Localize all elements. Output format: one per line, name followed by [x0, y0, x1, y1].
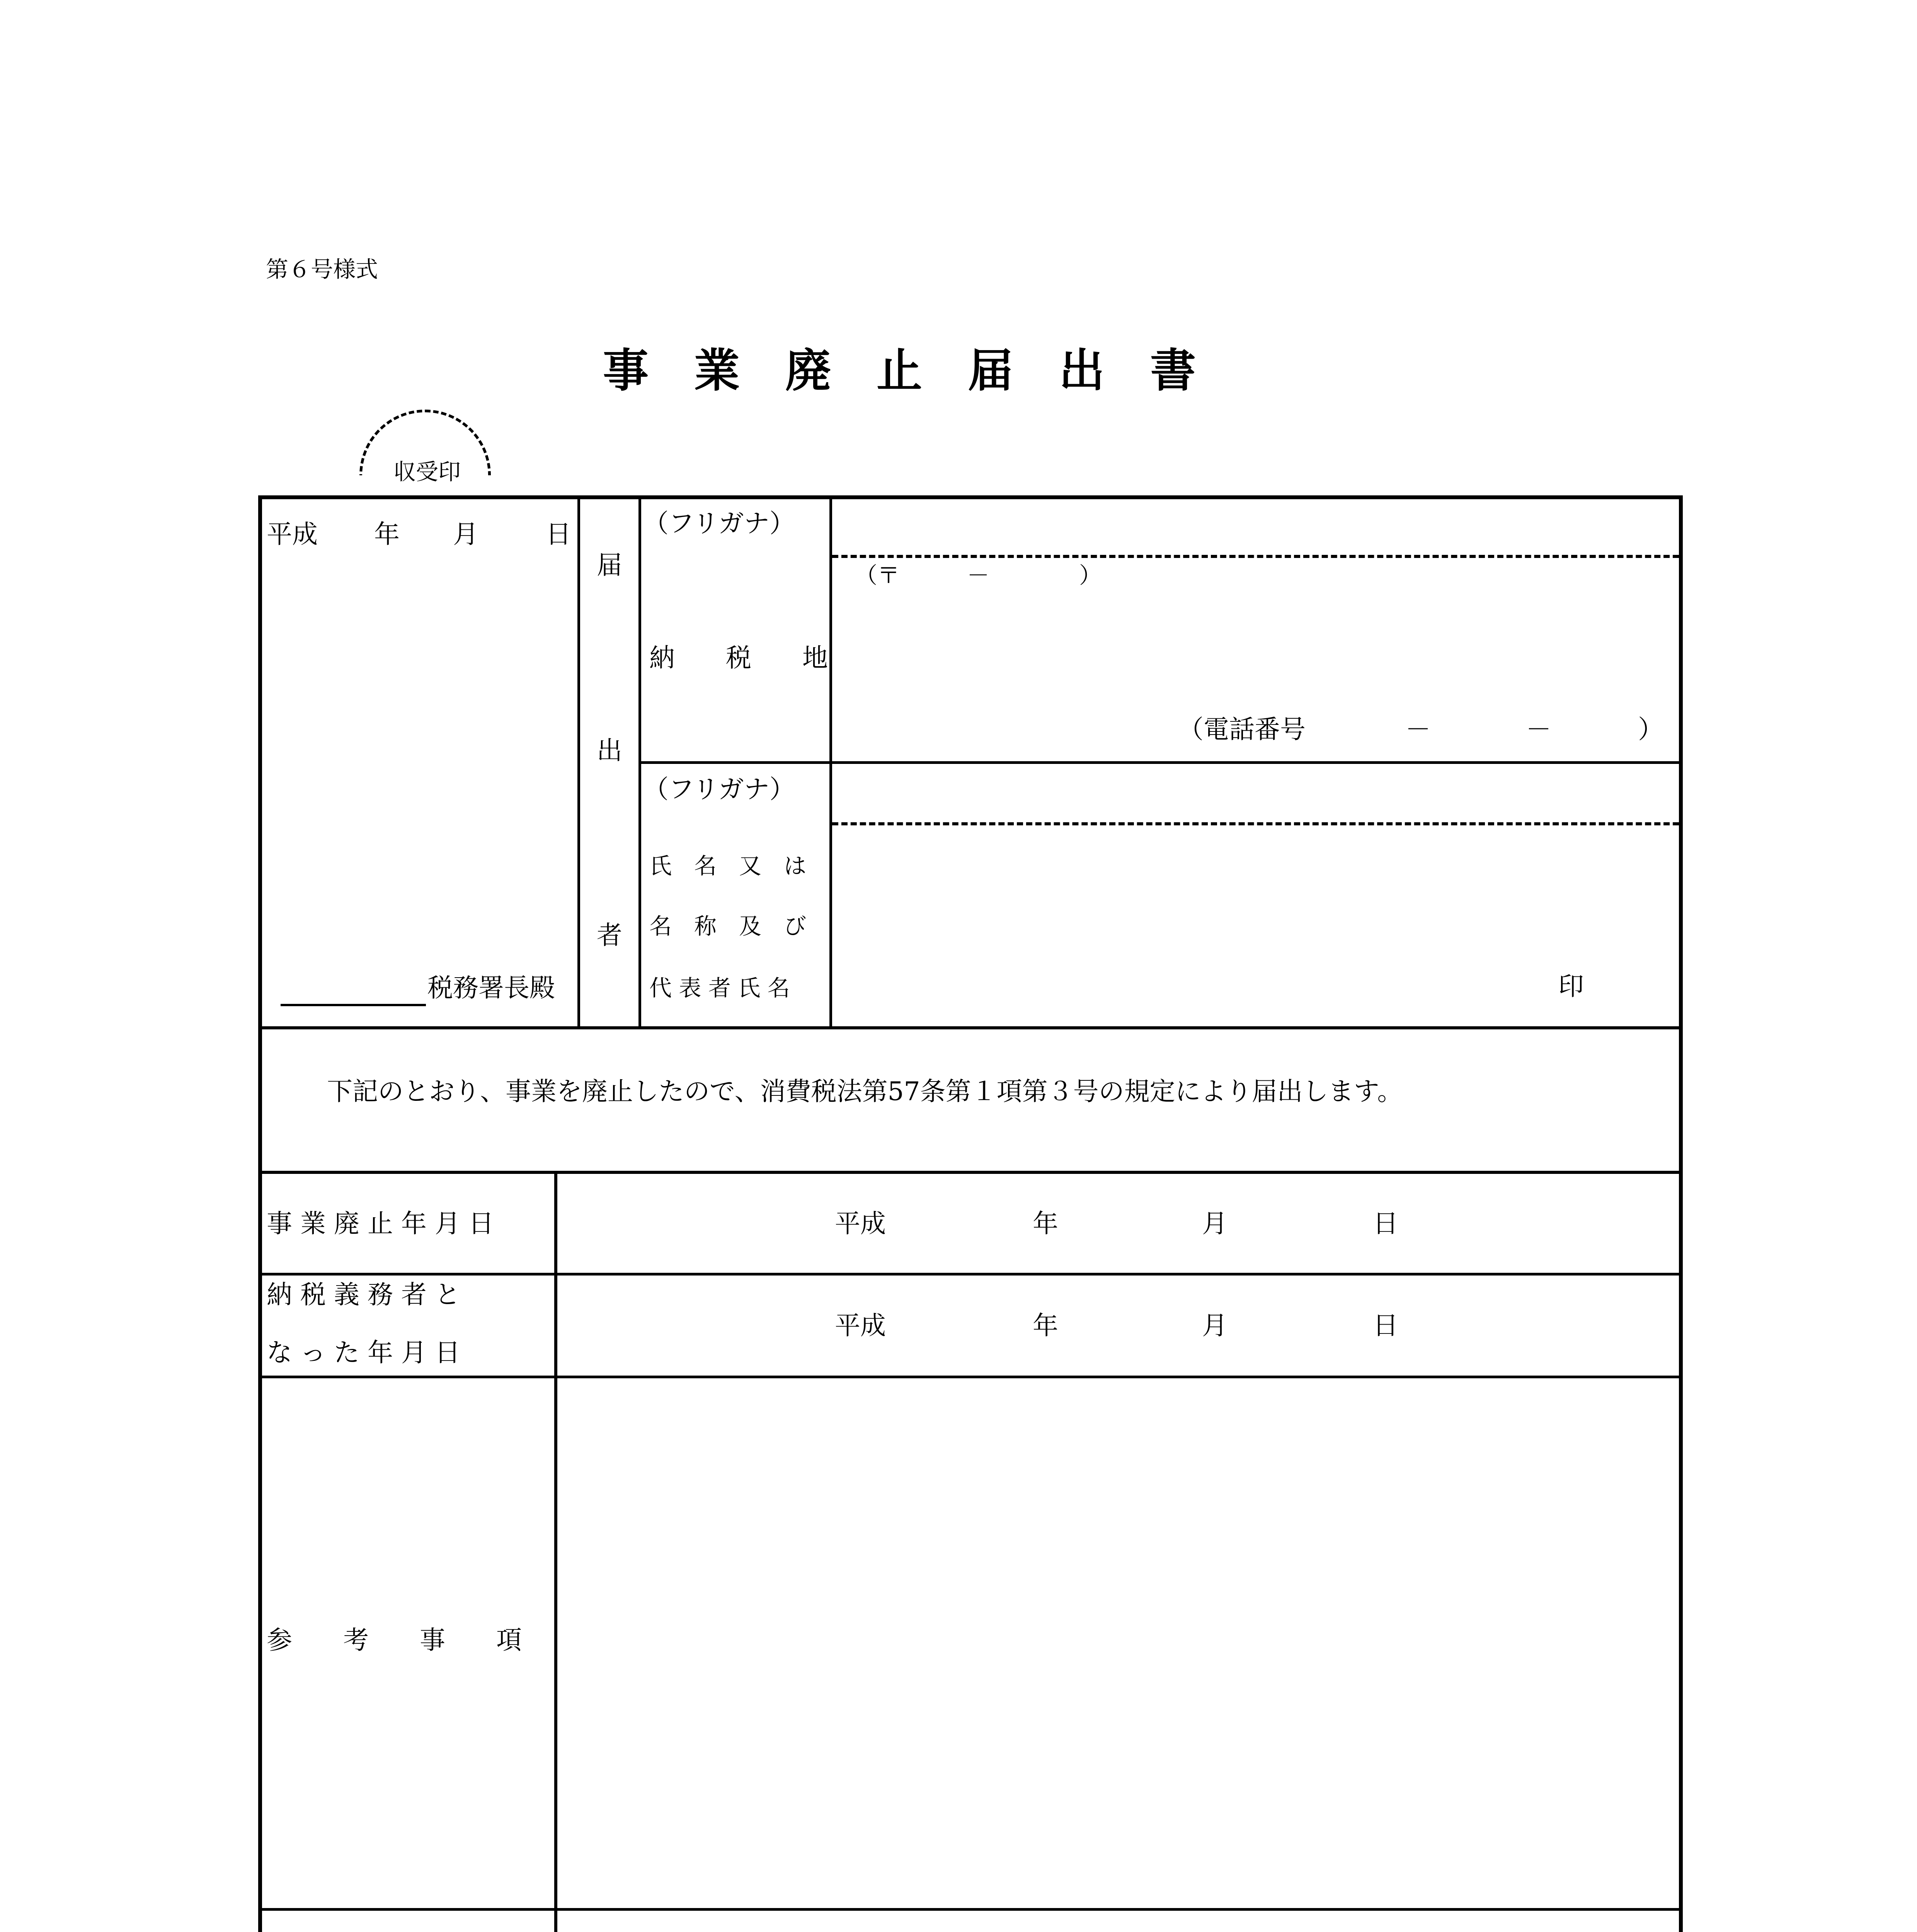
name-label-line2: 名 称 及 び	[649, 913, 807, 939]
taxpayer-date-month: 月	[1202, 1311, 1227, 1340]
closure-date-label: 事 業 廃 止 年 月 日	[267, 1209, 494, 1238]
closure-date-field[interactable]	[559, 1175, 1676, 1271]
closure-date-day: 日	[1373, 1209, 1398, 1238]
phone-sep-1a: －	[1405, 714, 1431, 744]
name-label-line3: 代 表 者 氏 名	[649, 975, 790, 1001]
furigana-label-1: （フリガナ）	[643, 509, 795, 538]
date-year: 年	[374, 519, 400, 549]
taxpayer-date-field[interactable]	[559, 1277, 1676, 1374]
addressee-blank-line[interactable]	[281, 1004, 426, 1006]
row-divider-header	[258, 1026, 1683, 1029]
applicant-char-2: 出	[597, 736, 622, 765]
furigana-label-2: （フリガナ）	[643, 774, 795, 804]
furigana-dashed-line-1	[832, 555, 1679, 558]
date-day: 日	[546, 519, 571, 549]
taxpayer-date-day: 日	[1373, 1311, 1398, 1340]
row-divider-closure	[258, 1273, 1683, 1276]
name-label-line1: 氏 名 又 は	[649, 853, 807, 879]
tax-place-label: 納 税 地	[649, 643, 828, 673]
taxpayer-date-label-line2: な っ た 年 月 日	[267, 1338, 460, 1367]
phone-close-1: ）	[1638, 714, 1663, 744]
col-divider-date	[577, 495, 580, 1029]
statement-text: 下記のとおり、事業を廃止したので、消費税法第57条第１項第３号の規定により届出します。	[327, 1077, 1403, 1106]
reference-field[interactable]	[559, 1380, 1676, 1906]
reference-label: 参 考 事 項	[267, 1625, 522, 1655]
applicant-char-1: 届	[597, 550, 622, 580]
addressee-suffix: 税務署長殿	[427, 973, 555, 1003]
closure-date-era: 平成	[835, 1209, 886, 1238]
taxpayer-date-era: 平成	[835, 1311, 886, 1340]
seal-mark-applicant: 印	[1558, 971, 1584, 1001]
col-divider-lower	[554, 1171, 557, 1932]
table-top-border	[258, 495, 1683, 499]
phone-sep-1b: －	[1526, 714, 1551, 744]
furigana-dashed-line-2	[832, 822, 1679, 825]
row-divider-reference	[258, 1908, 1683, 1911]
accountant-field[interactable]	[559, 1913, 1676, 1932]
phone-label-1: （電話番号	[1178, 714, 1306, 744]
closure-date-month: 月	[1202, 1209, 1227, 1238]
row-divider-taxplace	[638, 761, 1682, 764]
name-field[interactable]	[835, 827, 1677, 1020]
postal-code-label: （〒 － ）	[855, 562, 1102, 588]
form-number: 第６号様式	[266, 256, 378, 282]
table-right-border	[1679, 495, 1683, 1932]
date-era: 平成	[267, 519, 318, 549]
applicant-char-3: 者	[597, 920, 622, 950]
receipt-stamp-label: 収受印	[393, 459, 461, 485]
closure-date-year: 年	[1033, 1209, 1058, 1238]
taxpayer-date-year: 年	[1033, 1311, 1058, 1340]
taxpayer-date-label-line1: 納 税 義 務 者 と	[267, 1280, 460, 1310]
date-month: 月	[453, 519, 478, 549]
row-divider-taxpayer	[258, 1376, 1683, 1378]
table-left-border	[258, 495, 262, 1932]
page-title: 事 業 廃 止 届 出 書	[603, 344, 1196, 397]
row-divider-statement	[258, 1171, 1683, 1174]
